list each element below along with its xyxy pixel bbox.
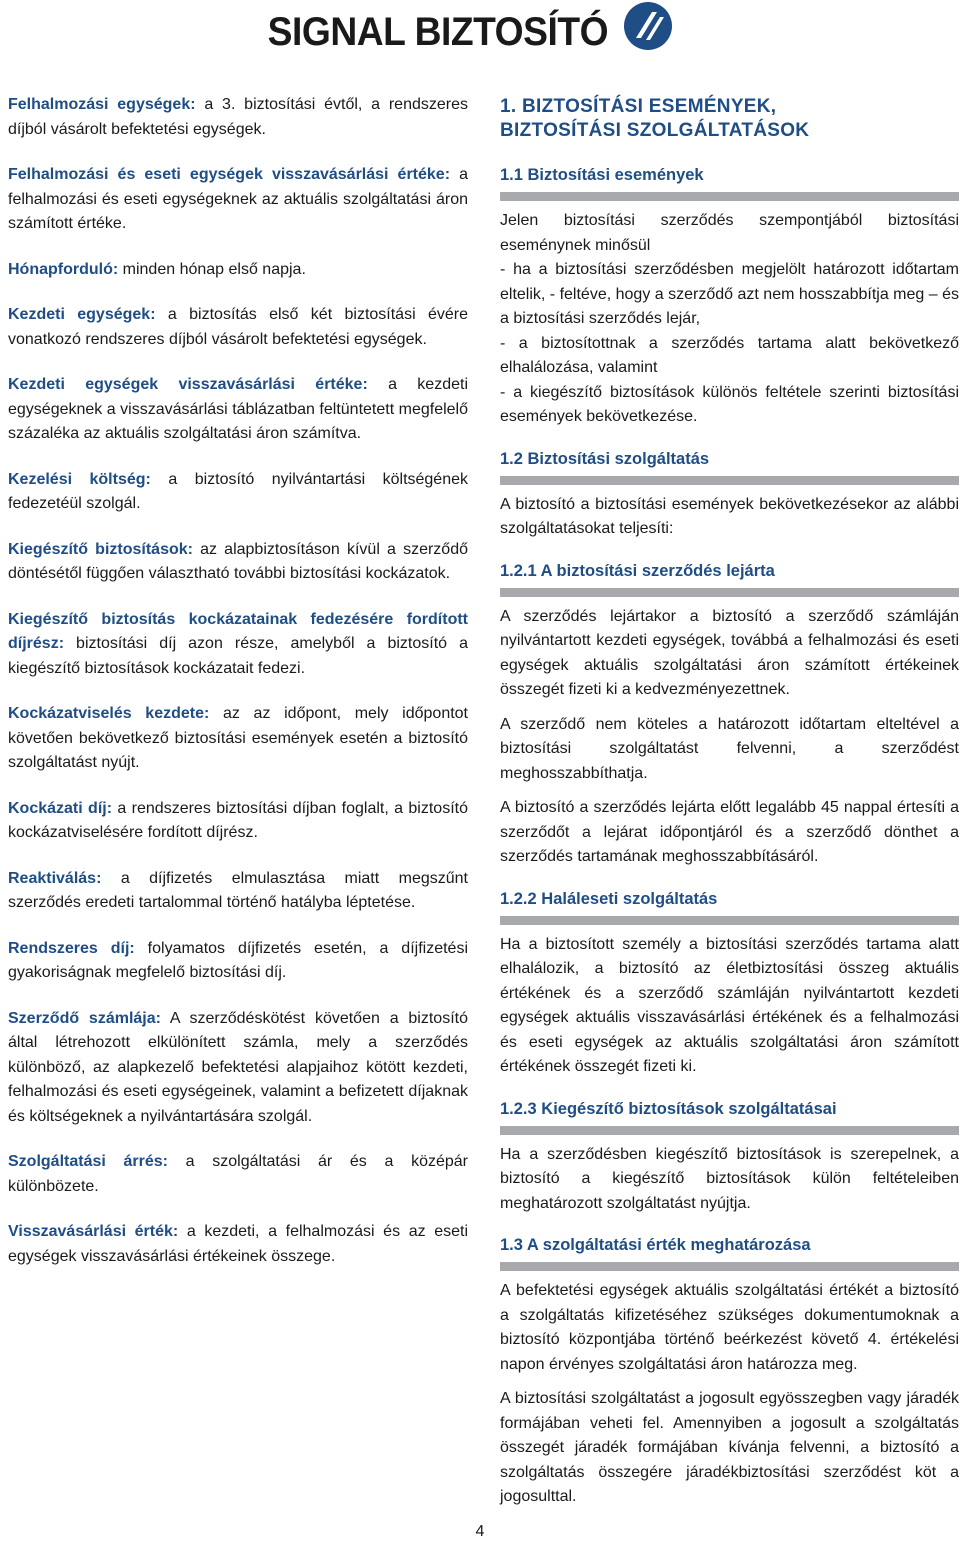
brand-title: SIGNAL BIZTOSÍTÓ [267,10,608,54]
definition-text: a 3. biztosítási évtől, a rendszeres díjból vásárolt befektetési egységek. [8,96,469,138]
definition-item [8,797,468,846]
definition-item [8,1220,468,1269]
definition-text: a kezdeti egységeknek a visszavásárlási táblázatban feltüntetett megfelelő százaléka az aktuális szolgáltatási áron számítva. [8,376,469,442]
definition-term: Szolgáltatási árrés: [8,1153,168,1170]
chapter-heading-line2: BIZTOSÍTÁSI SZOLGÁLTATÁSOK [500,120,810,141]
definition-text: biztosítási díj azon része, amelyből a biztosító a kiegészítő biztosítások kockázatait fedezi. [8,635,468,677]
definition-term: Hónapforduló: [8,260,119,278]
section-rule [500,1126,959,1135]
section-rule [500,192,959,201]
definition-term: Kezelési költség: [8,470,151,488]
section-title-1-2-2: 1.2.2 Haláleseti szolgáltatás [500,889,718,908]
definition-text: a kezdeti, a felhalmozási és az eseti egységek visszavásárlási értékeinek összege. [8,1223,469,1265]
definition-item [8,702,468,776]
definition-item [8,373,468,447]
definition-item [8,468,468,517]
section-1-2-1-paragraph: A biztosító a szerződés lejárta előtt legalább 45 nappal értesíti a szerződőt a lejárat időpontjáról és a szerződő dönthet a szerződés tartamának meghosszabbításáról. [500,799,959,865]
section-rule [500,588,959,597]
definition-term: Kiegészítő biztosítás kockázatainak fedezésére fordított díjrész: [8,610,468,652]
section-1-1-intro: Jelen biztosítási szerződés szempontjából biztosítási eseménynek minősül [500,212,959,254]
definition-text: folyamatos díjfizetés esetén, a díjfizetési gyakoriságnak megfelelő biztosítási díj. [8,939,468,981]
section-1-2-3-text: Ha a szerződésben kiegészítő biztosítások is szerepelnek, a biztosító a kiegészítő biztosítások külön feltételeiben meghatározott szolgáltatást nyújtja. [500,1145,959,1212]
section-1-1-item: - a kiegészítő biztosítások különös feltétele szerinti biztosítási események bekövetkezése. [500,383,959,425]
definition-item [8,538,468,587]
definition-text: A szerződéskötést követően a biztosító által létrehozott elkülönített számla, mely a szerződés különböző, az alapkezelő befektetési alapjaihoz kötött kezdeti, felhalmozási és eseti egységeinek, valamint a befizetett díjaknak és költségeknek a nyilvántartására szolgál. [8,1009,468,1125]
definition-item [8,608,468,682]
section-rule [500,476,959,485]
definition-term: Szerződő számlája: [8,1009,161,1027]
definition-text: a díjfizetés elmulasztása miatt megszűnt szerződés eredeti tartalommal történő hatályba léptetése. [8,869,468,911]
definition-term: Visszavásárlási érték: [8,1223,179,1240]
definition-text: minden hónap első napja. [118,260,306,278]
page-header [0,0,960,80]
section-title-1-2-3: 1.2.3 Kiegészítő biztosítások szolgáltatásai [500,1099,837,1118]
definition-term: Reaktiválás: [8,869,102,887]
definition-text: az alapbiztosításon kívül a szerződő döntésétől függően választható további biztosítási kockázatok. [8,540,468,582]
section-1-3-paragraph: A biztosítási szolgáltatást a jogosult egyösszegben vagy járadék formájában veheti fel. Amennyiben a jogosult a szolgáltatás összegét járadék formájában kívánja felvenni, a biztosító a szolgáltatás összegére járadékbiztosítási szerződést köt a jogosulttal. [500,1390,959,1505]
definition-term: Kockázati díj: [8,799,113,817]
section-1-2-1-paragraph: A szerződő nem köteles a határozott időtartam elteltével a biztosítási szolgáltatást felvenni, a szerződést meghosszabbíthatja. [500,715,959,782]
definition-term: Kezdeti egységek: [8,306,156,323]
definition-term: Felhalmozási egységek: [8,96,196,113]
section-1-3-paragraph: A befektetési egységek aktuális szolgáltatási értékét a biztosító a szolgáltatás kifizetéséhez szükséges dokumentumoknak a biztosító központjába történő beérkezést követő 4. értékelési napon érvényes szolgáltatási áron határozza meg. [500,1282,959,1373]
chapter-heading-line1: 1. BIZTOSÍTÁSI ESEMÉNYEK, [500,96,777,117]
definition-term: Kezdeti egységek visszavásárlási értéke: [8,376,368,393]
section-title-1-2-1: 1.2.1 A biztosítási szerződés lejárta [500,561,775,580]
section-1-1-item: - a biztosítottnak a szerződés tartama alatt bekövetkező elhalálozása, valamint [500,334,959,376]
section-1-1-item: - ha a biztosítási szerződésben megjelölt határozott időtartam eltelik, - feltéve, hogy a szerződő azt nem hosszabbítja meg – és a biztosítási szerződés lejár, [500,261,959,327]
definition-item [8,937,468,986]
section-rule [500,1262,959,1271]
section-title-1-2: 1.2 Biztosítási szolgáltatás [500,449,710,468]
definition-term: Kockázatviselés kezdete: [8,705,210,722]
definition-text: a rendszeres biztosítási díjban foglalt, a biztosító kockázatviselésére fordított díjrész. [8,799,468,841]
section-title-1-1: 1.1 Biztosítási események [500,166,704,184]
sections-column [500,95,959,1520]
section-1-2-2-text: Ha a biztosított személy a biztosítási szerződés tartama alatt elhalálozik, a biztosító az életbiztosítási összeg aktuális értékének és a szerződő számláján nyilvántartott kezdeti egységek aktuális visszavásárlási értékének és a felhalmozási és eseti egységek az aktuális szolgáltatási áron számított értékének összegét fizeti ki. [500,935,959,1075]
definition-item [8,1007,468,1130]
section-title-1-3: 1.3 A szolgáltatási érték meghatározása [500,1236,811,1254]
definition-item [8,867,468,916]
definition-text: a felhalmozási és eseti egységeknek az aktuális szolgáltatási áron számított értéke. [8,166,468,232]
definition-term: Kiegészítő biztosítások: [8,540,193,558]
definition-text: az az időpont, mely időpontot követően bekövetkező biztosítási események esetén a biztosító szolgáltatást nyújt. [8,705,468,771]
section-rule [500,916,959,925]
definitions-column [8,93,468,1290]
definition-item [8,163,468,237]
page-number: 4 [475,1523,485,1540]
definition-text: a szolgáltatási ár és a középár különbözete. [8,1153,469,1195]
definition-item [8,303,468,352]
chapter-heading [500,95,959,143]
signal-logo-icon [622,0,674,52]
definition-item [8,1150,468,1199]
section-1-2-text: A biztosító a biztosítási események bekövetkezésekor az alábbi szolgáltatásokat teljesíti: [500,495,959,537]
definition-term: Felhalmozási és eseti egységek visszavásárlási értéke: [8,166,451,183]
definition-text: a biztosítás első két biztosítási évére vonatkozó rendszeres díjból vásárolt befektetési egységek. [8,306,469,348]
definition-item [8,258,468,283]
definition-item [8,93,468,142]
definition-text: a biztosító nyilvántartási költségének fedezetéül szolgál. [8,470,469,512]
definition-term: Rendszeres díj: [8,939,135,957]
section-1-2-1-paragraph: A szerződés lejártakor a biztosító a szerződő számláján nyilvántartott kezdeti egységek, továbbá a felhalmozási és eseti egységek aktuális szolgáltatási áron számított értékeinek összegét fizeti ki a kedvezményezettnek. [500,607,959,698]
